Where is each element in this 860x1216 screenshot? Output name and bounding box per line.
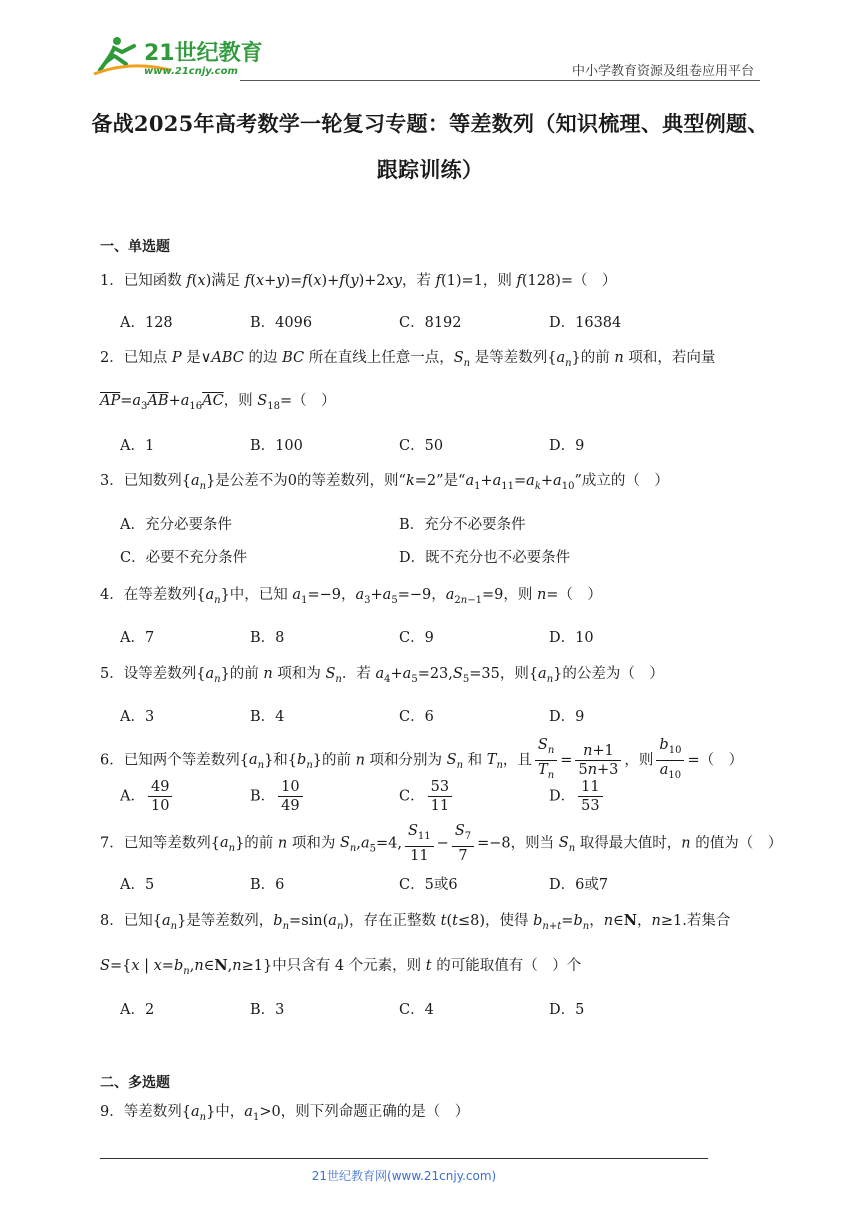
q7-option-a[interactable]: A．5 [120, 877, 155, 893]
q4-option-c[interactable]: C．9 [399, 630, 434, 646]
q8-option-b[interactable]: B．3 [250, 1002, 285, 1018]
q6-option-a[interactable]: A． $\frac{49}{10}$ [120, 778, 175, 815]
q2-option-d[interactable]: D．9 [549, 438, 585, 454]
q8-option-c[interactable]: C．4 [399, 1002, 434, 1018]
logo-url: www.21cnjy.com [144, 66, 238, 77]
q3-option-a[interactable]: A．充分必要条件 [120, 517, 232, 533]
header-divider [240, 80, 760, 81]
question-6: 6．已知两个等差数列$\{a_n\}$和$\{b_n\}$的前 n 项和分别为 $S_n$ 和 $T_n$，且 $\frac{S_n}{T_n}$ = $\frac{n+1}{5n+3}$ ，则 $\frac{b_{10}}{a_{10}}$ =（ ） [100, 737, 744, 781]
q6-option-d[interactable]: D． $\frac{11}{53}$ [549, 778, 606, 815]
page-title-line2: 跟踪训练） [376, 157, 484, 182]
q1-option-d[interactable]: D．16384 [549, 315, 622, 331]
q7-option-d[interactable]: D．6或7 [549, 877, 609, 893]
question-9: 9．等差数列$\{a_n\}$中，$a_1>0$，则下列命题正确的是（ ） [100, 1104, 470, 1123]
q1-option-a[interactable]: A．128 [120, 315, 173, 331]
question-8-line2: S={x | $x=b_n,n\in N,n\ge 1$}中只含有 4 个元素，则 t 的可能取值有（ ）个 [100, 957, 582, 977]
section-single-choice: 一、单选题 [100, 239, 170, 255]
q4-option-b[interactable]: B．8 [250, 630, 285, 646]
q1-option-b[interactable]: B．4096 [250, 315, 313, 331]
question-8-line1: 8．已知$\{a_n\}$是等差数列，$b_n=\sin(a_n)$，存在正整数 t(t≤8)，使得 $b_{n+t}=b_n$，n∈N，n≥1.若集合 [100, 912, 731, 932]
q7-option-c[interactable]: C．5或6 [399, 877, 458, 893]
q2-option-c[interactable]: C．50 [399, 438, 444, 454]
q7-option-b[interactable]: B．6 [250, 877, 285, 893]
question-3: 3．已知数列$\{a_n\}$是公差不为0的等差数列，则“k=2”是“$a_1+a_{11}=a_k+a_{10}$”成立的（ ） [100, 473, 669, 492]
q6-option-b[interactable]: B． $\frac{10}{49}$ [250, 778, 306, 815]
q3-option-b[interactable]: B．充分不必要条件 [399, 517, 526, 533]
platform-label: 中小学教育资源及组卷应用平台 [571, 64, 754, 79]
q3-option-c[interactable]: C．必要不充分条件 [120, 550, 248, 566]
question-7: 7．已知等差数列$\{a_n\}$的前 n 项和为 $S_n,a_5=4$, $\frac{S_{11}}{11}$ − $\frac{S_7}{7}$ =−8，则当 $S_n$ 取得最大值时，n 的值为（ ） [100, 823, 783, 864]
q5-option-a[interactable]: A．3 [120, 709, 155, 725]
question-2-line1: 2．已知点 P 是∨ABC 的边 BC 所在直线上任意一点，$S_n$ 是等差数列$\{a_n\}$的前 n 项和，若向量 [100, 350, 716, 369]
q5-option-b[interactable]: B．4 [250, 709, 285, 725]
q3-option-d[interactable]: D．既不充分也不必要条件 [399, 550, 571, 566]
footer-link[interactable]: 21世纪教育网(www.21cnjy.com) [311, 1169, 497, 1183]
q4-option-a[interactable]: A．7 [120, 630, 155, 646]
q2-option-a[interactable]: A．1 [120, 438, 155, 454]
q1-option-c[interactable]: C．8192 [399, 315, 462, 331]
page-title-line1: 备战2025年高考数学一轮复习专题：等差数列（知识梳理、典型例题、 [91, 111, 769, 136]
q5-option-c[interactable]: C．6 [399, 709, 434, 725]
section-multi-choice: 二、多选题 [100, 1075, 170, 1091]
question-5: 5．设等差数列$\{a_n\}$的前 n 项和为 $S_n$．若 $a_4+a_5=23,S_5=35$，则$\{a_n\}$的公差为（ ） [100, 666, 664, 685]
page-header [90, 30, 760, 82]
q4-option-d[interactable]: D．10 [549, 630, 594, 646]
q2-option-b[interactable]: B．100 [250, 438, 303, 454]
footer-divider [100, 1158, 708, 1159]
logo-21cnjy-icon [90, 30, 270, 78]
q8-option-d[interactable]: D．5 [549, 1002, 585, 1018]
q8-option-a[interactable]: A．2 [120, 1002, 155, 1018]
logo-text: 21世纪教育 [144, 41, 263, 66]
question-1: 1．已知函数 f(x)满足 f(x+y)=f(x)+f(y)+2xy，若 f(1)=1，则 f(128)=（ ） [100, 273, 617, 289]
q5-option-d[interactable]: D．9 [549, 709, 585, 725]
q6-option-c[interactable]: C． $\frac{53}{11}$ [399, 778, 455, 815]
question-4: 4．在等差数列$\{a_n\}$中，已知 $a_1=-9$，$a_3+a_5=-9$，$a_{2n-1}=9$，则 n=（ ） [100, 587, 602, 606]
question-2-line2: $\overline{AP}=a_3\overline{AB}+a_{16}\overline{AC}$，则 $S_{18}=$（ ） [100, 393, 336, 412]
